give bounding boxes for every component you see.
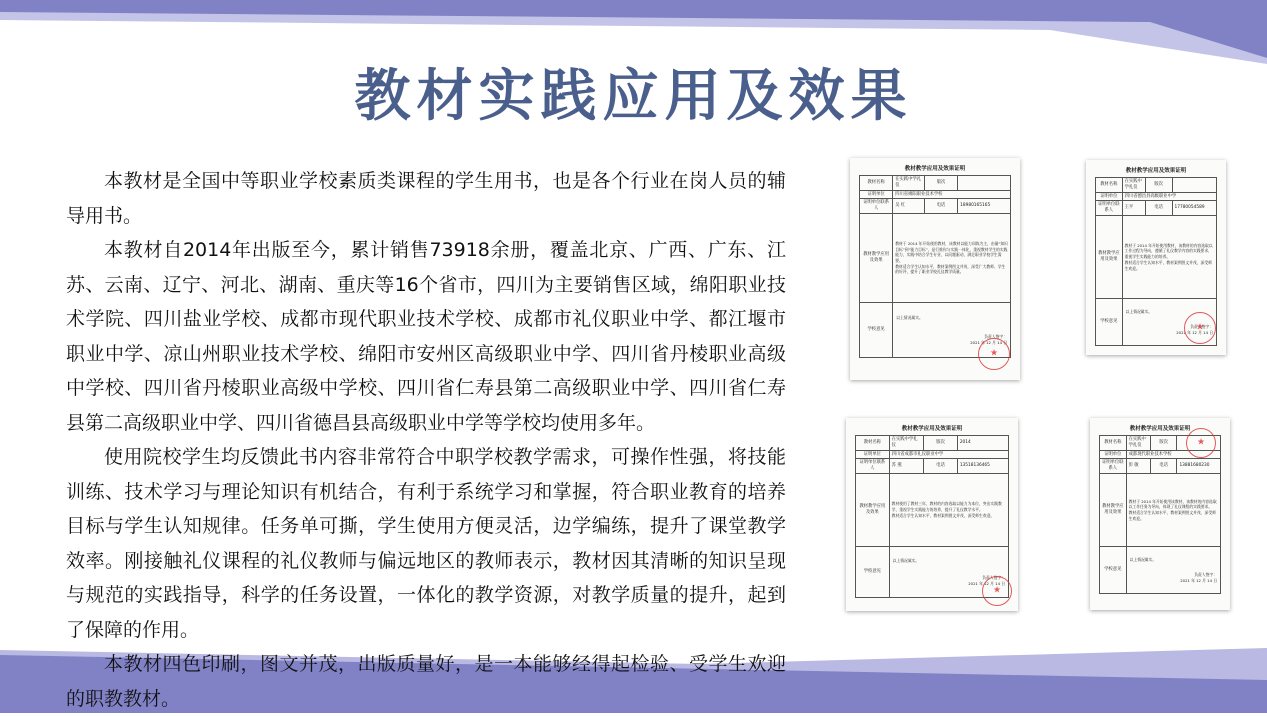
phone-label: 电话	[924, 199, 957, 214]
signer-label: 负责人签字：	[1190, 324, 1213, 330]
effect-value	[889, 473, 1008, 546]
opinion-text: 以上情况属实。	[892, 558, 920, 564]
certificate-1	[850, 158, 1020, 380]
book-name: 在实践中学礼仪	[1122, 178, 1145, 193]
phone-label: 电话	[1145, 201, 1172, 216]
effect-text-2: 教材适合学生认知水平，教材案例图文并茂，深受师生欢迎。	[891, 512, 995, 518]
body-text	[66, 164, 786, 716]
effect-label: 教材教学应用及效果	[860, 213, 893, 302]
effect-text: 教材使用了教材三年，教材的内容选取以能力为本位，突出实践教学，重视学生实践能力的培养，提升了礼仪教学水平。	[891, 501, 1002, 513]
effect-value	[1126, 473, 1220, 546]
certificate-3	[846, 418, 1018, 611]
unit-label: 证明单位	[860, 190, 893, 199]
signer-label: 负责人签字：	[1194, 572, 1217, 578]
unit-value: 四川省德昌县高级职业中学	[1122, 192, 1216, 201]
contact-label: 证明单位联系人	[1096, 201, 1123, 216]
edition-label: 版次	[924, 176, 957, 191]
effect-label: 教材教学应用及效果	[1096, 215, 1123, 298]
contact-label: 证明单位联系人	[856, 459, 890, 474]
opinion-text: 以上情况属实。	[1125, 309, 1153, 315]
signer-label: 负责人签字：	[982, 575, 1005, 581]
sign-date: 2021 年 12 月 14 日	[968, 580, 1005, 586]
certificate-4	[1090, 418, 1230, 610]
edition-label: 版次	[924, 436, 958, 451]
contact-label: 证明单位联系人	[1100, 459, 1127, 474]
opinion-text: 以上情况属实。	[1129, 557, 1157, 563]
effect-text-2: 教材适合学生认知水平，教材案例图文并茂，深受师生欢迎。	[1128, 509, 1216, 521]
effect-label: 教材教学应用及效果	[1100, 473, 1127, 546]
edition-value	[958, 176, 1011, 191]
certificate-table	[859, 175, 1011, 358]
school-stamp	[1184, 312, 1216, 344]
effect-text-2: 教材适合学生认知水平，教材案例图文并茂，深受广大教师、学生的好评，提升了职业学校礼仪教学质量。	[895, 263, 1006, 275]
certificate-2	[1086, 160, 1226, 355]
paragraph-feedback: 使用院校学生均反馈此书内容非常符合中职学校教学需求，可操作性强，将技能训练、技术学习与理论知识有机结合，有利于系统学习和掌握，符合职业教育的培养目标与学生认知规律。任务单可撕，学生使用方便灵活，边学编练，提升了课堂教学效率。刚接触礼仪课程的礼仪教师与偏远地区的教师表示，教材因其清晰的知识呈现与规范的实践指导，科学的任务设置，一体化的教学资源，对教学质量的提升，起到了保障的作用。	[66, 446, 786, 641]
unit-value: 四川省绵阳职业技术学校	[893, 190, 1011, 199]
school-stamp	[982, 576, 1012, 606]
certificate-table	[855, 435, 1009, 598]
phone-value: 17780054589	[1172, 201, 1217, 216]
paragraph-intro: 本教材是全国中等职业学校素质类课程的学生用书，也是各个行业在岗人员的辅导用书。	[66, 170, 786, 227]
contact-label: 证明单位联系人	[860, 199, 893, 214]
effect-label: 教材教学应用及效果	[856, 473, 890, 546]
paragraph-sales: 本教材自2014年出版至今，累计销售73918余册，覆盖北京、广西、广东、江苏、云南、辽宁、河北、湖南、重庆等16个省市，四川为主要销售区域，绵阳职业技术学院、四川盐业学校、成都市现代职业技术学校、成都市礼仪职业中学、都江堰市职业中学、凉山州职业技术学校、绵阳市安州区高级职业中学、四川省丹棱职业高级中学校、四川省丹棱职业高级中学校、四川省仁寿县第二高级职业中学、四川省仁寿县第二高级职业中学、四川省德昌县高级职业中学等学校均使用多年。	[66, 239, 786, 434]
opinion-label: 学校意见	[856, 546, 890, 597]
book-label: 教材名称	[1096, 178, 1123, 193]
contact-value: 王平	[1122, 201, 1145, 216]
sign-date: 2021 年 12 月 14 日	[970, 339, 1007, 345]
effect-text-2: 教材适合学生认知水平，教材案例图文并茂，深受师生欢迎。	[1124, 259, 1212, 271]
book-name: 在实践中学礼仪	[893, 176, 925, 191]
signer-label: 负责人签字：	[984, 334, 1007, 340]
school-stamp	[978, 338, 1010, 370]
phone-value: 13518136465	[957, 459, 1008, 474]
book-name: 在实践中学礼仪	[889, 436, 924, 451]
effect-text: 教材于 2014 年开始使用教材，该教材以能力训练为主，由量“知识目标”到“能力目标”，是行推你与实践一体化，重视教材学生的实践能力，实践中结合学生专业，以问题驱动，满足职业学校学生需要。	[895, 240, 1008, 263]
phone-label: 电话	[924, 459, 958, 474]
effect-text: 教材于 2014 年开始使用该教材，该教材的内容选取以工作任务为导向，体现了礼仪课程的实践要求。	[1128, 498, 1217, 510]
edition-value	[1172, 178, 1217, 193]
book-label: 教材名称	[860, 176, 893, 191]
opinion-label: 学校意见	[1100, 546, 1127, 593]
page-title: 教材实践应用及效果	[354, 64, 913, 129]
phone-label: 电话	[1150, 459, 1177, 474]
school-stamp	[1186, 428, 1216, 458]
contact-value: 苏 燕	[889, 459, 924, 474]
certificate-table	[1099, 435, 1221, 594]
opinion-label: 学校意见	[1096, 298, 1123, 345]
unit-value: 四川省成都市礼仪职业中学	[889, 450, 1008, 459]
edition-label: 版次	[1145, 178, 1172, 193]
certificate-heading: 教材教学应用及效果证明	[1125, 168, 1187, 174]
certificate-heading: 教材教学应用及效果证明	[1129, 426, 1191, 432]
certificate-heading: 教材教学应用及效果证明	[901, 426, 963, 432]
edition-label: 版次	[1150, 436, 1177, 451]
effect-value	[1122, 215, 1216, 298]
effect-text: 教材于 2014 年开始使用教材，该教材的内容选取以工作过程为导向，遵循了礼仪教学内容的实践要求，重视学生实践能力的培养。	[1124, 242, 1213, 260]
opinion-text: 以上情况属实。	[896, 315, 923, 321]
paragraph-quality: 本教材四色印刷，图文并茂，出版质量好，是一本能够经得起检验、受学生欢迎的职教教材。	[66, 653, 786, 710]
unit-label: 证明单位	[1100, 450, 1127, 459]
sign-date: 2021 年 12 月 14 日	[1180, 577, 1217, 583]
opinion-label: 学校意见	[860, 302, 893, 357]
book-label: 教材名称	[1100, 436, 1127, 451]
unit-label: 证明单位	[856, 450, 890, 459]
contact-value: 吴 红	[893, 199, 925, 214]
effect-value	[893, 213, 1011, 302]
certificate-heading: 教材教学应用及效果证明	[904, 166, 966, 172]
book-label: 教材名称	[856, 436, 890, 451]
phone-value: 13881680230	[1177, 459, 1221, 474]
unit-value: 成都现代职业技术学校	[1126, 450, 1220, 459]
book-name: 在实践中学礼仪	[1126, 436, 1150, 451]
opinion-value	[1126, 546, 1220, 593]
contact-value: 彭 敏	[1126, 459, 1150, 474]
edition-value: 2014	[957, 436, 1008, 451]
unit-label: 证明单位	[1096, 192, 1123, 201]
sign-date: 2021 年 12 月 14 日	[1176, 329, 1213, 335]
phone-value: 18980165165	[958, 199, 1011, 214]
